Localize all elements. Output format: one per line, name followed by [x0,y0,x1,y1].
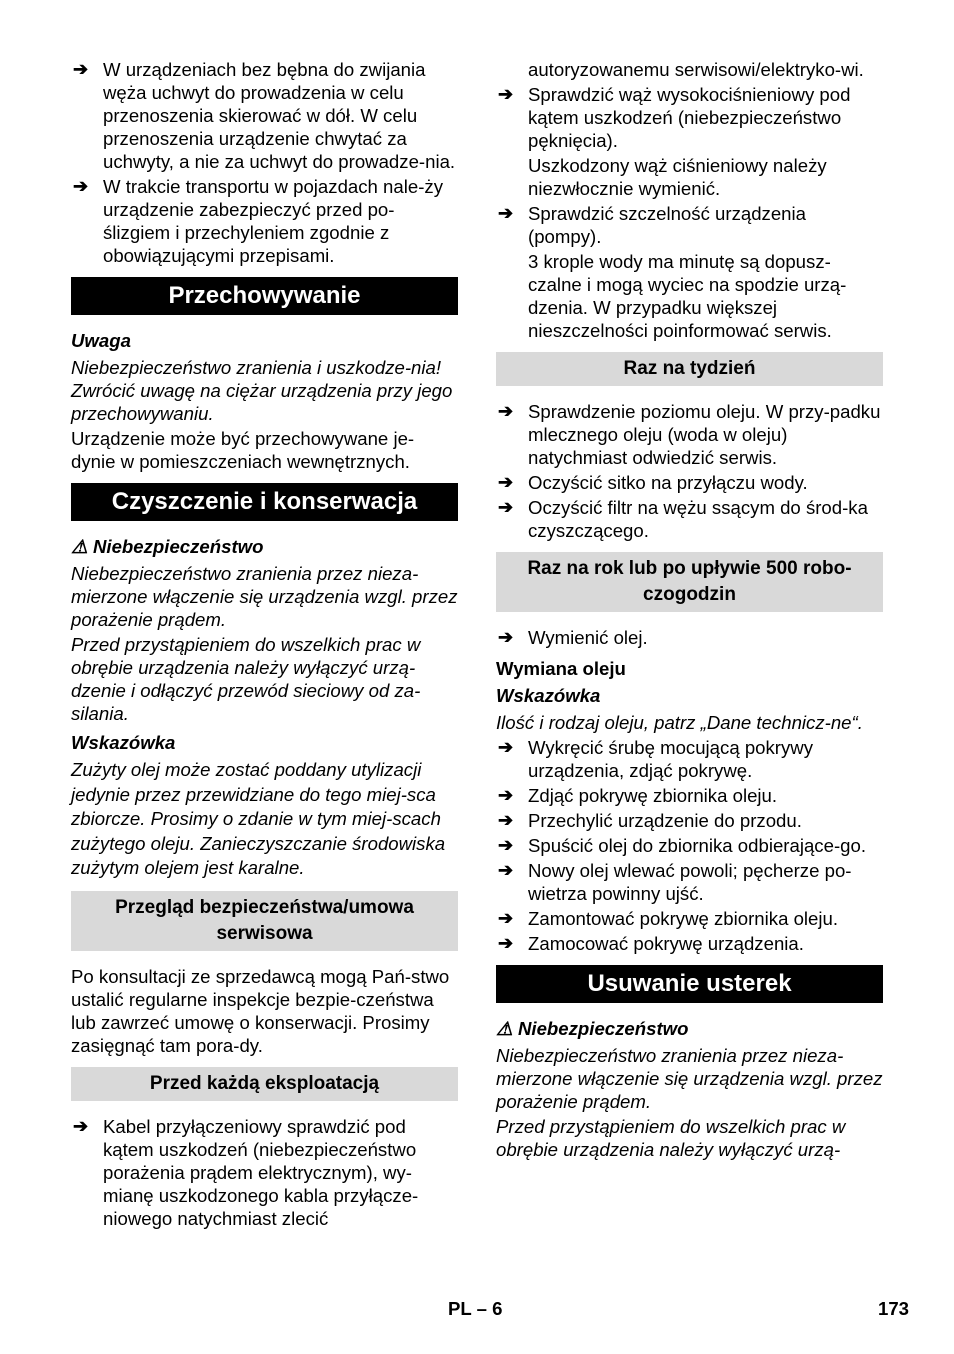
bullet-item: ➔ W urządzeniach bez bębna do zwijania węża uchwyt do prowadzenia w celu przenoszenia skierować w dół. W celu przenoszenia urządzenie chwytać za uchwyty, a nie za uchwyt do prowadze-nia. [73,59,456,172]
arrow-right-icon: ➔ [498,933,514,953]
danger-text: Przed przystąpieniem do wszelkich prac w obrębie urządzenia należy wyłączyć urzą-dzenie i odłączyć przewód sieciowy od za-silania. [71,634,421,724]
bullet-item: ➔ Oczyścić filtr na wężu ssącym do środ-ka czyszczącego. [498,497,868,541]
section-heading-weekly: Raz na tydzień [496,352,883,386]
bullet-item: ➔ Sprawdzić wąż wysokociśnieniowy pod kątem uszkodzeń (niebezpieczeństwo pęknięcia). [498,84,851,151]
bullet-item: ➔ Zamocować pokrywę urządzenia. [498,933,804,954]
section-heading-safety: Przegląd bezpieczeństwa/umowa serwisowa [71,891,458,951]
bullet-item: ➔ Wykręcić śrubę mocującą pokrywy urządzenia, zdjąć pokrywę. [498,737,814,781]
safety-text: Po konsultacji ze sprzedawcą mogą Pań-stwo ustalić regularne inspekcje bezpie-czeństwa lub zawrzeć umowę o konserwacji. Prosimy zasięgnąć tam pora-dy. [71,965,450,1056]
arrow-right-icon: ➔ [73,1115,89,1136]
bullet-item: ➔ Zdjąć pokrywę zbiornika oleju. [498,785,778,806]
bullet-item: ➔ Sprawdzenie poziomu oleju. W przy-padku mlecznego oleju (woda w oleju) natychmiast odwiedzić serwis. [498,401,881,468]
right-column [496,58,883,1163]
warning-triangle-icon: ⚠ [71,536,88,557]
note-label: Uwaga [71,330,131,351]
arrow-right-icon: ➔ [498,472,514,492]
arrow-right-icon: ➔ [498,627,514,647]
danger-text: Niebezpieczeństwo zranienia przez nieza-mierzone włączenie się urządzenia wzgl. przez porażenie prądem. [496,1045,883,1112]
hint-text: Ilość i rodzaj oleju, patrz „Dane technicz-ne“. [496,712,863,733]
hint-label: Wskazówka [71,732,176,753]
arrow-right-icon: ➔ [498,908,514,928]
section-heading-yearly: Raz na rok lub po upływie 500 robo-czogodzin [496,552,883,612]
bullet-item: ➔ Nowy olej wlewać powoli; pęcherze po-wietrza powinny ujść. [498,860,852,904]
hint-label: Wskazówka [496,685,601,706]
danger-text: Przed przystąpieniem do wszelkich prac w obrębie urządzenia należy wyłączyć urzą- [496,1116,846,1160]
warning-triangle-icon: ⚠ [496,1018,513,1039]
section-heading-storage: Przechowywanie [71,277,458,315]
arrow-right-icon: ➔ [498,203,514,223]
bullet-item: ➔ Zamontować pokrywę zbiornika oleju. [498,908,839,929]
arrow-right-icon: ➔ [498,835,514,855]
danger-label: ⚠ Niebezpieczeństwo [71,536,264,557]
bullet-item: ➔ Oczyścić sitko na przyłączu wody. [498,472,808,493]
bullet-item: ➔ Spuścić olej do zbiornika odbierające-go. [498,835,866,856]
arrow-right-icon: ➔ [498,785,514,805]
bullet-item: ➔ Wymienić olej. [498,627,648,648]
bullet-item: ➔ W trakcie transportu w pojazdach nale-ży urządzenie zabezpieczyć przed po-ślizgiem i przechyleniem zgodnie z obowiązującymi przepisami. [73,176,443,266]
left-column [71,58,458,1232]
footer-language-page: PL – 6 [448,1298,503,1319]
hose-followup: Uszkodzony wąż ciśnieniowy należy niezwłocznie wymienić. [528,155,827,199]
bullet-item: ➔ Przechylić urządzenie do przodu. [498,810,802,831]
subheading-oil-change: Wymiana oleju [496,658,626,679]
storage-text: Urządzenie może być przechowywane je-dynie w pomieszczeniach wewnętrznych. [71,428,415,472]
arrow-right-icon: ➔ [498,84,514,104]
arrow-right-icon: ➔ [73,59,89,79]
page-number: 173 [878,1298,910,1319]
arrow-right-icon: ➔ [73,176,89,196]
bullet-item: ➔ Sprawdzić szczelność urządzenia (pompy). [498,203,806,247]
arrow-right-icon: ➔ [498,860,514,880]
note-text: Niebezpieczeństwo zranienia i uszkodze-nia! Zwrócić uwagę na ciężar urządzenia przy jego przechowywaniu. [71,357,453,424]
hint-text: Zużyty olej może zostać poddany utylizacji jedynie przez przewidziane do tego miej-sca zbiorcze. Prosimy o zdanie w tym miej-scach zużytego oleju. Zanieczyszczanie środowiska zużytym olejem jest karalne. [71,759,446,879]
bullet-item: ➔ Kabel przyłączeniowy sprawdzić pod kątem uszkodzeń (niebezpieczeństwo porażenia prądem elektrycznym), wy-mianę uszkodzonego kabla przyłącze-niowego natychmiast zlecić [73,1115,419,1229]
seal-followup: 3 krople wody ma minutę są dopusz-czalne i mogą wyciec na spodzie urzą-dzenia. W przypadku większej nieszczelności poinformować serwis. [528,251,847,341]
arrow-right-icon: ➔ [498,497,514,517]
section-heading-before-use: Przed każdą eksploatacją [71,1067,458,1101]
arrow-right-icon: ➔ [498,810,514,830]
section-heading-cleaning: Czyszczenie i konserwacja [71,483,458,521]
arrow-right-icon: ➔ [498,737,514,757]
continued-text: autoryzowanemu serwisowi/elektryko-wi. [528,59,864,80]
arrow-right-icon: ➔ [498,401,514,421]
danger-text: Niebezpieczeństwo zranienia przez nieza-mierzone włączenie się urządzenia wzgl. przez porażenie prądem. [71,563,458,630]
danger-label: ⚠ Niebezpieczeństwo [496,1018,689,1039]
section-heading-troubleshooting: Usuwanie usterek [496,965,883,1003]
